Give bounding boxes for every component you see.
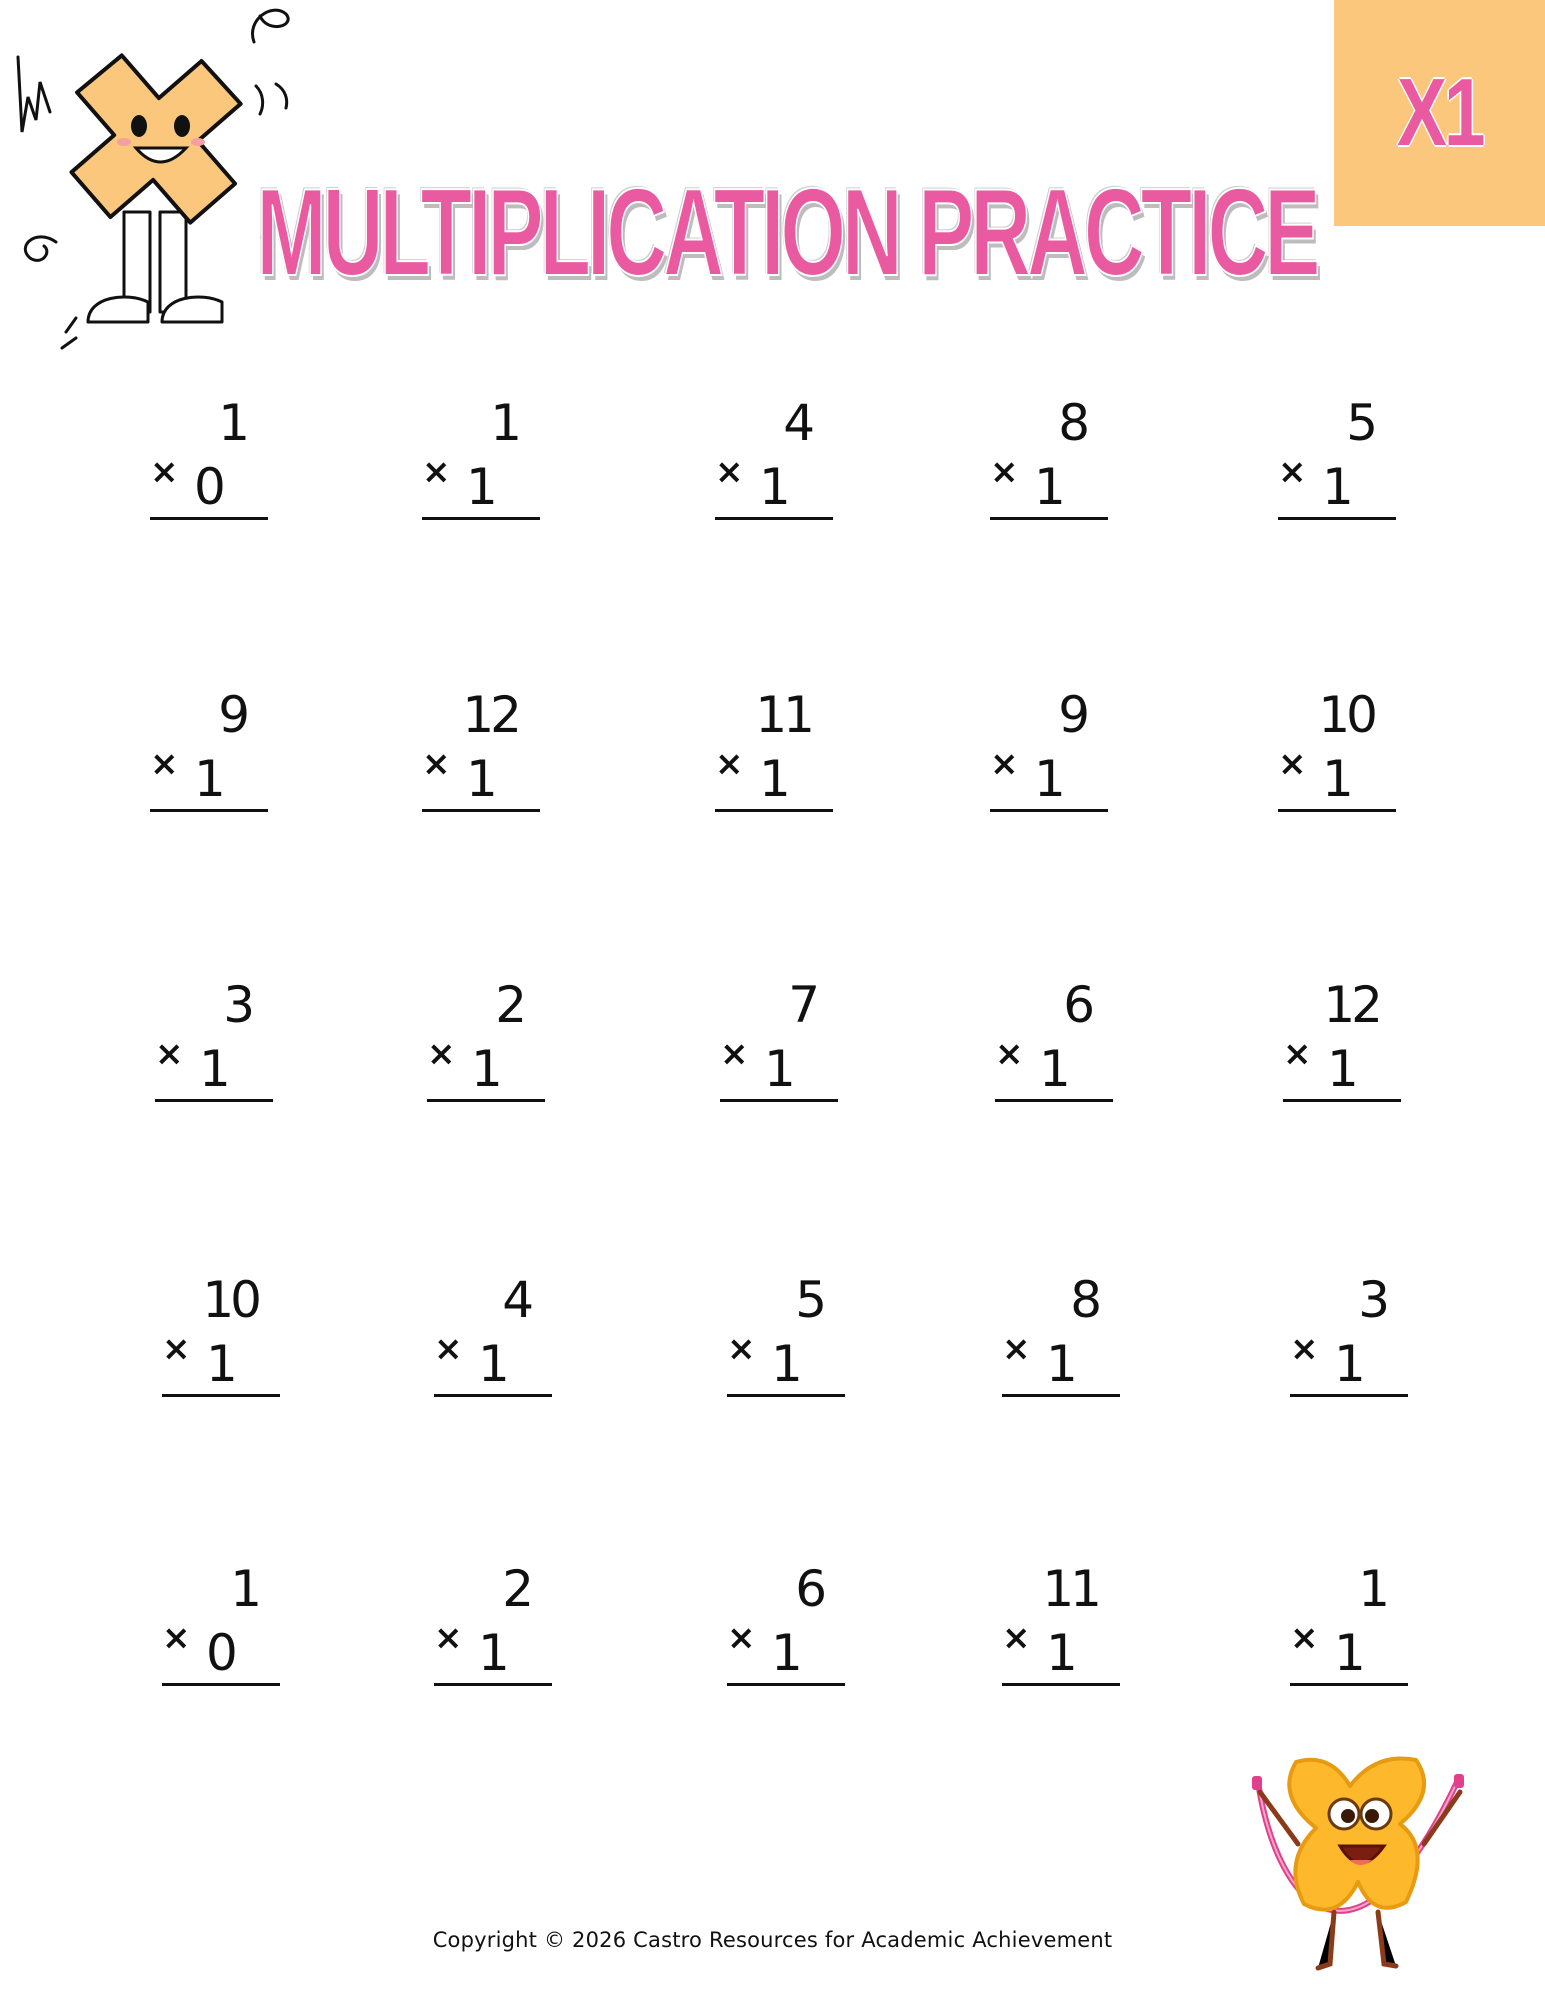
answer-line[interactable] (162, 1683, 280, 1686)
problem-item (990, 688, 1130, 838)
multiply-sign: × (715, 452, 744, 492)
problem-top-number: 6 (1063, 976, 1091, 1034)
multiply-sign: × (1002, 1329, 1031, 1369)
problem-bottom-number: 1 (759, 458, 791, 516)
multiply-sign: × (1278, 744, 1307, 784)
answer-line[interactable] (1002, 1394, 1120, 1397)
problem-bottom-number: 1 (1034, 750, 1066, 808)
problem-top-number: 6 (795, 1560, 823, 1618)
problem-item (715, 688, 855, 838)
problem-bottom-number: 1 (466, 458, 498, 516)
multiply-sign: × (434, 1329, 463, 1369)
multiply-sign: × (715, 744, 744, 784)
problem-top-number: 5 (1346, 394, 1374, 452)
problem-top-number: 1 (490, 394, 518, 452)
answer-line[interactable] (427, 1099, 545, 1102)
problem-bottom-number: 1 (764, 1040, 796, 1098)
problem-item (1290, 1273, 1430, 1423)
problem-top-number: 8 (1070, 1271, 1098, 1329)
answer-line[interactable] (1290, 1394, 1408, 1397)
problem-top-number: 2 (502, 1560, 530, 1618)
problem-top-number: 11 (1042, 1560, 1098, 1618)
problem-bottom-number: 0 (194, 458, 226, 516)
multiply-sign: × (162, 1329, 191, 1369)
answer-line[interactable] (720, 1099, 838, 1102)
answer-line[interactable] (155, 1099, 273, 1102)
answer-line[interactable] (990, 809, 1108, 812)
problem-item (720, 978, 860, 1128)
multiply-sign: × (427, 1034, 456, 1074)
problem-bottom-number: 1 (1046, 1624, 1078, 1682)
problem-top-number: 3 (223, 976, 251, 1034)
answer-line[interactable] (1278, 517, 1396, 520)
problem-item (422, 396, 562, 546)
answer-line[interactable] (1283, 1099, 1401, 1102)
problem-item (715, 396, 855, 546)
problem-bottom-number: 1 (1334, 1624, 1366, 1682)
problem-item (727, 1562, 867, 1712)
problem-item (150, 688, 290, 838)
problem-item (1002, 1562, 1142, 1712)
problem-top-number: 9 (1058, 686, 1086, 744)
problem-top-number: 12 (1323, 976, 1379, 1034)
problem-bottom-number: 1 (1327, 1040, 1359, 1098)
problem-item (1283, 978, 1423, 1128)
problem-bottom-number: 1 (759, 750, 791, 808)
answer-line[interactable] (422, 517, 540, 520)
multiply-sign: × (150, 744, 179, 784)
problem-bottom-number: 1 (471, 1040, 503, 1098)
answer-line[interactable] (434, 1394, 552, 1397)
multiply-sign: × (1290, 1329, 1319, 1369)
answer-line[interactable] (1290, 1683, 1408, 1686)
problem-item (427, 978, 567, 1128)
problem-item (990, 396, 1130, 546)
problem-item (422, 688, 562, 838)
problem-bottom-number: 0 (206, 1624, 238, 1682)
problem-item (434, 1562, 574, 1712)
multiply-sign: × (1002, 1618, 1031, 1658)
level-badge-label: X1 (1396, 59, 1483, 166)
problem-item (150, 396, 290, 546)
problem-bottom-number: 1 (478, 1624, 510, 1682)
multiply-sign: × (162, 1618, 191, 1658)
page-title-text: MULTIPLICATION PRACTICE (256, 164, 1317, 302)
multiply-sign: × (422, 744, 451, 784)
problem-top-number: 9 (218, 686, 246, 744)
answer-line[interactable] (1278, 809, 1396, 812)
problem-bottom-number: 1 (1322, 458, 1354, 516)
multiply-sign: × (727, 1618, 756, 1658)
problem-bottom-number: 1 (199, 1040, 231, 1098)
problem-top-number: 11 (755, 686, 811, 744)
answer-line[interactable] (727, 1394, 845, 1397)
answer-line[interactable] (150, 809, 268, 812)
problem-bottom-number: 1 (194, 750, 226, 808)
problem-item (1290, 1562, 1430, 1712)
multiply-sign: × (990, 452, 1019, 492)
problem-item (155, 978, 295, 1128)
problem-top-number: 10 (1318, 686, 1374, 744)
problem-top-number: 10 (202, 1271, 258, 1329)
problem-item (434, 1273, 574, 1423)
problem-bottom-number: 1 (1034, 458, 1066, 516)
problem-item (162, 1273, 302, 1423)
problem-bottom-number: 1 (206, 1335, 238, 1393)
multiply-sign: × (150, 452, 179, 492)
answer-line[interactable] (990, 517, 1108, 520)
answer-line[interactable] (150, 517, 268, 520)
problem-bottom-number: 1 (466, 750, 498, 808)
problem-top-number: 3 (1358, 1271, 1386, 1329)
multiply-sign: × (1290, 1618, 1319, 1658)
multiply-sign: × (1283, 1034, 1312, 1074)
problem-top-number: 12 (462, 686, 518, 744)
problem-bottom-number: 1 (771, 1624, 803, 1682)
answer-line[interactable] (727, 1683, 845, 1686)
copyright-notice: Copyright © 2026 Castro Resources for Academic Achievement (432, 1928, 1113, 1952)
answer-line[interactable] (715, 809, 833, 812)
multiply-sign: × (995, 1034, 1024, 1074)
problem-top-number: 2 (495, 976, 523, 1034)
problem-bottom-number: 1 (1322, 750, 1354, 808)
problem-bottom-number: 1 (478, 1335, 510, 1393)
multiply-sign: × (727, 1329, 756, 1369)
multiply-sign: × (155, 1034, 184, 1074)
answer-line[interactable] (1002, 1683, 1120, 1686)
problem-bottom-number: 1 (1039, 1040, 1071, 1098)
problem-top-number: 1 (218, 394, 246, 452)
multiply-sign: × (720, 1034, 749, 1074)
problem-top-number: 1 (1358, 1560, 1386, 1618)
multiply-sign: × (434, 1618, 463, 1658)
problem-top-number: 5 (795, 1271, 823, 1329)
multiply-sign: × (422, 452, 451, 492)
problem-top-number: 1 (230, 1560, 258, 1618)
answer-line[interactable] (422, 809, 540, 812)
problem-item (1002, 1273, 1142, 1423)
problem-item (995, 978, 1135, 1128)
answer-line[interactable] (434, 1683, 552, 1686)
problem-top-number: 4 (783, 394, 811, 452)
multiply-sign: × (1278, 452, 1307, 492)
problem-top-number: 4 (502, 1271, 530, 1329)
problem-item (727, 1273, 867, 1423)
problem-bottom-number: 1 (771, 1335, 803, 1393)
answer-line[interactable] (995, 1099, 1113, 1102)
problem-item (162, 1562, 302, 1712)
problem-bottom-number: 1 (1334, 1335, 1366, 1393)
problem-item (1278, 396, 1418, 546)
problem-bottom-number: 1 (1046, 1335, 1078, 1393)
problem-top-number: 8 (1058, 394, 1086, 452)
problem-top-number: 7 (788, 976, 816, 1034)
multiply-sign: × (990, 744, 1019, 784)
answer-line[interactable] (715, 517, 833, 520)
answer-line[interactable] (162, 1394, 280, 1397)
problem-item (1278, 688, 1418, 838)
